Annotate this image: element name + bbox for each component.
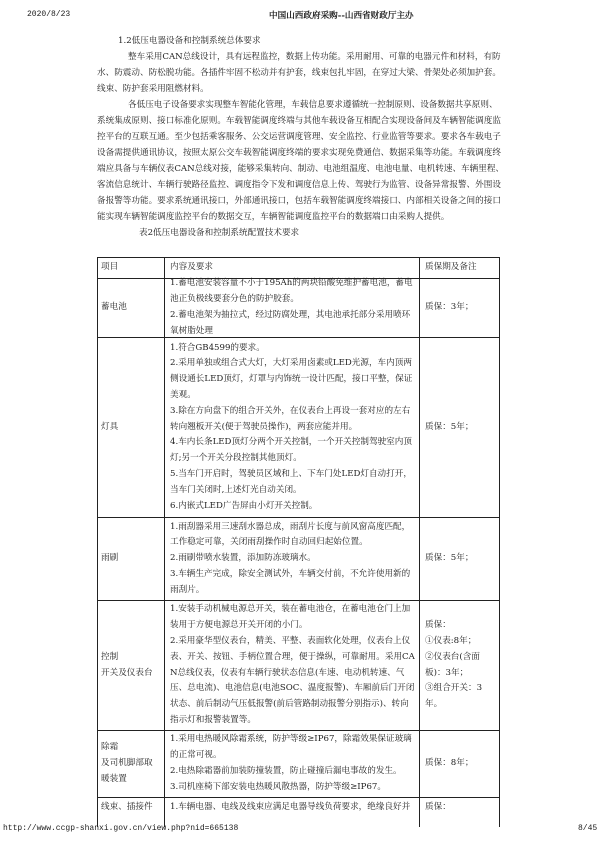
warranty-cell-line: 质保： xyxy=(425,802,451,812)
table-row-wiper xyxy=(97,517,500,600)
warranty-cell-line: 质保： xyxy=(425,620,451,631)
content-cell-line: 1.车辆电器、电线及线束应满足电器导线负荷要求，绝缘良好并 xyxy=(170,802,411,812)
paragraph-line: 设备需提供通讯协议，按照太原公交车载智能调度终端的要求实现免费通信、数据采集等功能。车载调度终 xyxy=(97,148,501,158)
warranty-cell-line: ①仪表:8年； xyxy=(425,635,477,646)
table-title: 表2低压电器设备和控制系统配置技术要求 xyxy=(139,228,300,238)
warranty-cell-line: 质保：8年； xyxy=(425,758,474,769)
table-row-lights xyxy=(97,337,500,517)
page-number: 8/45 xyxy=(578,824,598,833)
warranty-cell-line: ②仪表台(含面 xyxy=(425,651,480,662)
requirements-table xyxy=(97,257,500,827)
content-cell-line: 1.雨刮器采用三速刮水器总成，雨刮片长度与前风窗高度匹配， xyxy=(170,521,411,532)
header-content: 内容及要求 xyxy=(165,258,420,278)
content-cell-line: 3.司机座椅下部安装电热暖风散热器，防护等级≥IP67。 xyxy=(170,781,386,792)
warranty-cell-line: 板)：3年； xyxy=(425,667,469,678)
item-cell xyxy=(97,731,165,797)
content-cell xyxy=(165,731,420,797)
content-cell xyxy=(165,518,420,600)
warranty-cell xyxy=(420,731,500,797)
paragraph-line: 整车采用CAN总线设计，具有远程监控，数据上传功能。采用耐用、可靠的电器元件和材料，有防 xyxy=(128,52,501,62)
content-cell-line: 工作稳定可靠，关闭雨刮操作时自动回归起始位置。 xyxy=(170,537,368,548)
content-cell-line: 灯;另一个开关分段控制其他顶灯。 xyxy=(170,453,302,464)
content-cell xyxy=(165,338,420,517)
content-cell-line: 2.雨刷带喷水装置，添加防冻玻璃水。 xyxy=(170,553,316,564)
warranty-cell-line: 质保：3年； xyxy=(425,302,474,313)
content-cell-line: 雨刮片。 xyxy=(170,584,205,595)
content-cell xyxy=(165,601,420,730)
content-cell-line: 3.除在方向盘下的组合开关外，在仪表台上再设一套对应的左右 xyxy=(170,405,411,416)
table-row-defrost-heating xyxy=(97,730,500,797)
content-cell-line: 侧设通长LED顶灯，灯罩与内饰统一设计匹配，接口平整，保证 xyxy=(170,374,413,385)
paragraph-line: 各低压电子设备要求实现整车智能化管理，车载信息要求遵循统一控制原则、设备数据共享原则、 xyxy=(128,100,498,110)
item-cell xyxy=(97,601,165,730)
item-cell-line: 及司机脚部取 xyxy=(101,758,153,769)
content-cell xyxy=(165,279,420,337)
item-cell xyxy=(97,798,165,827)
table-row-wiring-connectors xyxy=(97,797,500,827)
content-cell-line: 5.当车门开启时，驾驶员区域和上、下车门处LED灯自动打开， xyxy=(170,468,412,479)
item-cell xyxy=(97,338,165,517)
header-warranty: 质保期及备注 xyxy=(420,258,500,278)
content-cell-line: 指示灯和报警装置等。 xyxy=(170,714,256,725)
content-cell-line: 池正负极线要套分色的防护胶套。 xyxy=(170,294,299,305)
item-cell-line: 线束、插接件 xyxy=(101,802,153,812)
content-cell-line: 状态、前后制动气压低报警(前后管路制动报警分别指示)、转向 xyxy=(170,699,409,710)
header-item: 项目 xyxy=(97,258,165,278)
site-title: 中国山西政府采购--山西省财政厅主办 xyxy=(269,11,414,21)
item-cell-line: 雨刷 xyxy=(101,553,119,564)
paragraph-line: 线束、防护套采用阻燃材料。 xyxy=(97,84,209,94)
item-cell-line: 除霜 xyxy=(101,742,119,753)
warranty-cell-line: 质保：5年； xyxy=(425,553,474,564)
content-cell-line: 2.采用豪华型仪表台，精美、平整、表面软化处理，仪表台上仪 xyxy=(170,635,411,646)
content-cell-line: 2.采用单独或组合式大灯，大灯采用卤素或LED光源，车内顶两 xyxy=(170,358,412,369)
content-cell-line: 当车门关闭时,上述灯光自动关闭。 xyxy=(170,484,302,495)
paragraph-line: 系统集成原则、接口标准化原则。车载智能调度终端与其他车载设备互相配合实现设备间及车辆智能调度监 xyxy=(97,116,501,126)
item-cell xyxy=(97,518,165,600)
content-cell-line: 氧树脂处理 xyxy=(170,325,213,336)
item-cell-line: 控制 xyxy=(101,651,119,662)
paragraph-line: 备报警等功能。要求系统通讯接口，外部通讯接口，包括车载智能调度终端接口、内部相关设备之间的接口 xyxy=(97,196,501,206)
paragraph-line: 客流信息统计、车辆行驶路径监控、调度指令下发和调度信息上传、驾驶行为监管、设备异常报警、外围设 xyxy=(97,180,501,190)
table-row-battery xyxy=(97,278,500,337)
content-cell-line: 4.车内长条LED顶灯分两个开关控制，一个开关控制驾驶室内顶 xyxy=(170,437,412,448)
warranty-cell xyxy=(420,338,500,517)
content-cell-line: N总线仪表，仪表有车辆行驶状态信息(车速、电动机转速、气 xyxy=(170,667,405,678)
paragraph-line: 水、防震动、防松脱功能。各插件牢固不松动并有护套，线束包扎牢固，在穿过大梁、骨架处必须加护套。 xyxy=(97,68,501,78)
content-cell xyxy=(165,798,420,827)
content-cell-line: 6.内嵌式LED广告屏由小灯开关控制。 xyxy=(170,500,318,511)
content-cell-line: 压、总电流)、电池信息(电池SOC、温度报警)、车厢前后门开闭 xyxy=(170,683,415,694)
warranty-cell xyxy=(420,601,500,730)
warranty-cell xyxy=(420,798,500,827)
paragraph-line: 控平台的互联互通。至少包括乘客服务、公交运营调度管理、安全监控、行业监管等要求。要求各车载电子 xyxy=(97,132,501,142)
item-cell-line: 暖装置 xyxy=(101,773,127,784)
warranty-cell xyxy=(420,279,500,337)
content-cell-line: 表、开关、按钮、手柄位置合理，便于操纵，可靠耐用。采用CA xyxy=(170,651,415,662)
page-url: http://www.ccgp-shanxi.gov.cn/view.php?nid=665138 xyxy=(3,824,239,833)
content-cell-line: 的正常可视。 xyxy=(170,750,222,761)
content-cell-line: 1.安装手动机械电源总开关，装在蓄电池仓，在蓄电池仓门上加 xyxy=(170,604,411,615)
section-heading: 1.2低压电器设备和控制系统总体要求 xyxy=(118,36,261,46)
print-date: 2020/8/23 xyxy=(27,10,71,19)
item-cell-line: 灯具 xyxy=(101,421,119,432)
table-row-control-dashboard xyxy=(97,600,500,730)
content-cell-line: 1.符合GB4599的要求。 xyxy=(170,342,265,353)
paragraph-line: 端应具备与车辆仪表CAN总线对接，能够采集转向、制动、电池组温度、电池电量、电机转速、车辆里程、 xyxy=(97,164,505,174)
content-cell-line: 2.蓄电池架为抽拉式，经过防腐处理，其电池承托部分采用喷环 xyxy=(170,310,411,320)
table-header-row xyxy=(97,257,500,278)
content-cell-line: 美观。 xyxy=(170,390,196,400)
warranty-cell-line: 年。 xyxy=(425,699,443,710)
content-cell-line: 1.采用电热暖风除霜系统，防护等级≥IP67，除霜效果保证玻璃 xyxy=(170,734,412,745)
content-cell-line: 转向翘板开关(便于驾驶员操作)，两套应能并用。 xyxy=(170,421,358,432)
item-cell-line: 开关及仪表台 xyxy=(101,667,153,678)
content-cell-line: 2.电热除霜器前加装防撞装置，防止碰撞后漏电事故的发生。 xyxy=(170,766,402,776)
warranty-cell-line: ③组合开关：3 xyxy=(425,683,483,694)
content-cell-line: 3.车辆生产完成，除安全测试外，车辆交付前，不允许使用新的 xyxy=(170,568,411,579)
warranty-cell xyxy=(420,518,500,600)
item-cell-line: 蓄电池 xyxy=(101,302,127,313)
content-cell-line: 1.蓄电池安装容量不小于195Ah的两块铅酸免维护蓄电池，蓄电 xyxy=(170,278,413,289)
content-cell-line: 装用于方便电源总开关开闭的小门。 xyxy=(170,620,308,631)
item-cell xyxy=(97,279,165,337)
warranty-cell-line: 质保：5年； xyxy=(425,421,474,432)
paragraph-line: 能实现车辆智能调度监控平台的数据交互，车辆智能调度监控平台的数据端口由采购人提供。 xyxy=(97,212,450,222)
